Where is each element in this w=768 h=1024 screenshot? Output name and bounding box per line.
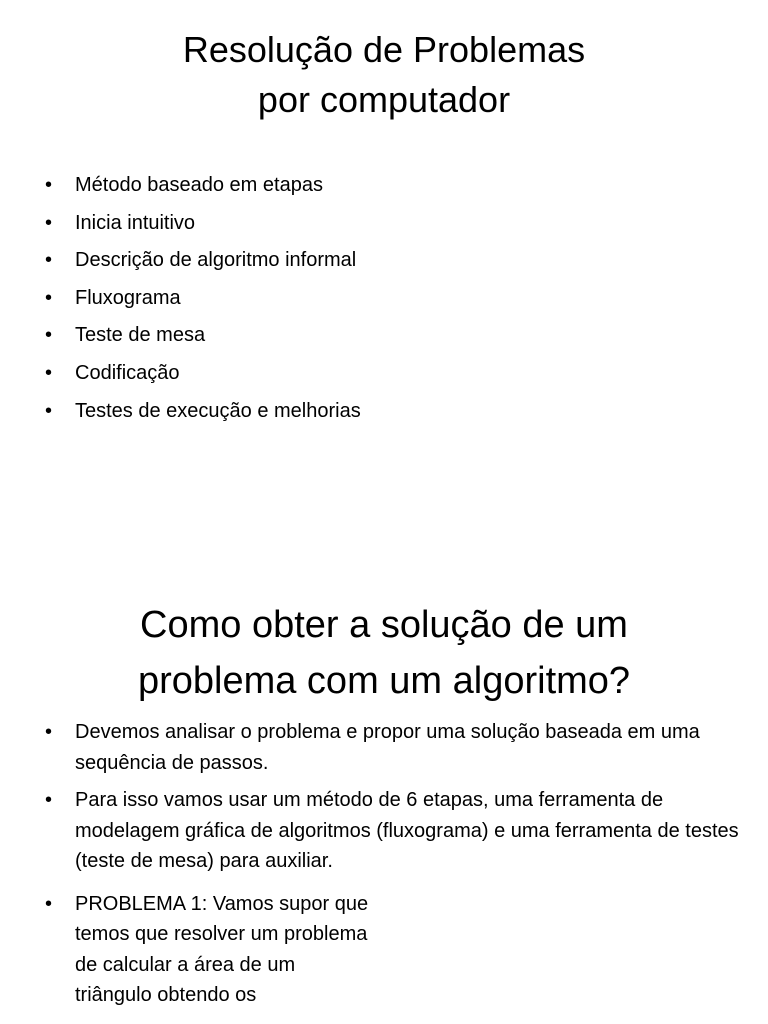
bullet-dot-icon: • <box>45 789 53 811</box>
slide-1-title-line-1: Resolução de Problemas <box>182 29 586 70</box>
bullet-text: Descrição de algoritmo informal <box>75 249 357 272</box>
slide-2-title <box>0 597 768 709</box>
slide-1-bullet-item <box>45 358 745 388</box>
bullet-text: Testes de execução e melhorias <box>75 399 361 422</box>
slide-2-title-line-2: problema com um algoritmo? <box>137 660 631 702</box>
bullet-dot-icon: • <box>45 361 53 384</box>
bullet-dot-icon: • <box>45 211 53 234</box>
slide-1-bullet-item <box>45 320 745 350</box>
slide-1-bullet-item <box>45 245 745 275</box>
bullet-text: Para isso vamos usar um método de 6 etapas, uma ferramenta de modelagem gráfica de algoritmos (fluxograma) e uma ferramenta de testes (teste de mesa) para auxiliar. <box>75 789 739 872</box>
bullet-dot-icon: • <box>45 892 53 915</box>
bullet-text: Codificação <box>75 361 180 384</box>
slide-1-title-line-2: por computador <box>257 79 511 120</box>
bullet-dot-icon: • <box>45 399 53 422</box>
slide-1-bullet-item <box>45 283 745 313</box>
slide-2 <box>0 512 768 1024</box>
slide-2-problem-item <box>45 889 375 1011</box>
bullet-text: Fluxograma <box>75 286 181 309</box>
slide-1-bullet-item <box>45 396 745 426</box>
bullet-text: Devemos analisar o problema e propor uma solução baseada em uma sequência de passos. <box>75 721 700 774</box>
bullet-dot-icon: • <box>45 721 53 743</box>
bullet-text: Método baseado em etapas <box>75 174 323 196</box>
slide-2-bullet-item <box>45 785 745 877</box>
slide-1-bullet-item <box>45 208 745 238</box>
bullet-text: Teste de mesa <box>75 324 206 347</box>
slide-2-bullet-item <box>45 717 745 778</box>
bullet-text: Inicia intuitivo <box>75 211 196 234</box>
bullet-text: PROBLEMA 1: Vamos supor que temos que resolver um problema de calcular a área de um triângulo obtendo os <box>75 892 369 1006</box>
bullet-dot-icon: • <box>45 249 53 272</box>
slide-1-title <box>0 25 768 125</box>
slide-2-bullet-list <box>45 717 745 1018</box>
bullet-dot-icon: • <box>45 324 53 347</box>
slide-2-title-line-1: Como obter a solução de um <box>140 604 628 646</box>
bullet-dot-icon: • <box>45 174 53 196</box>
slide-1-bullet-list <box>45 170 745 433</box>
bullet-dot-icon: • <box>45 286 53 309</box>
slide-1-bullet-item <box>45 170 745 200</box>
